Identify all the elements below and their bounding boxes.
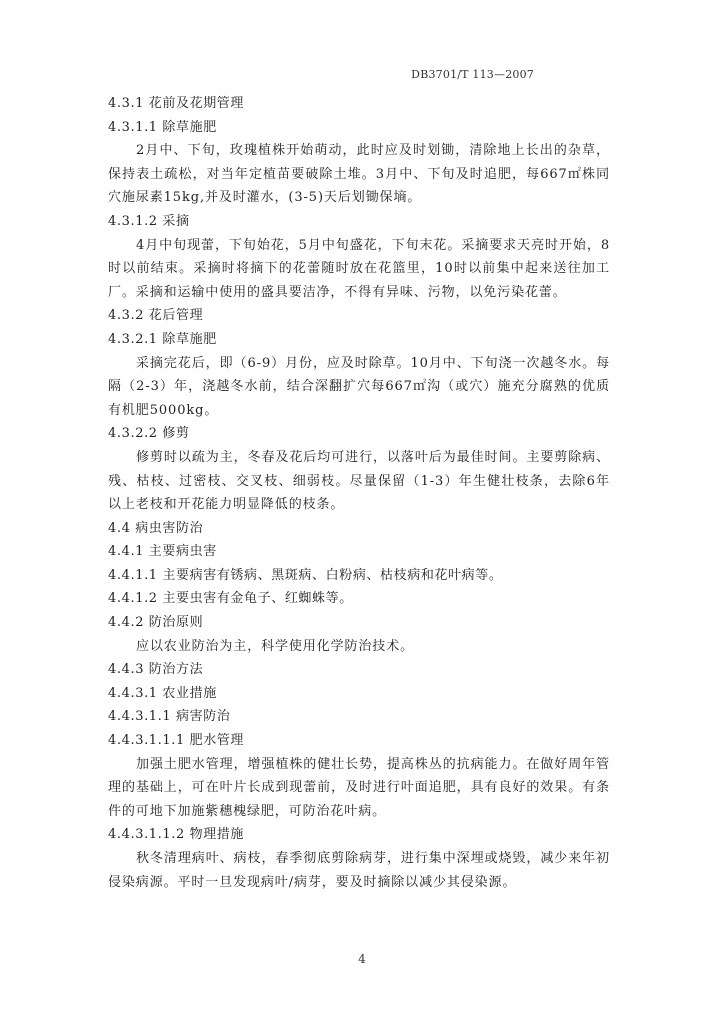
- section-heading-4-3-2: 4.3.2 花后管理: [108, 308, 204, 324]
- page-body: [108, 92, 610, 894]
- clause-4-4-1-1: 4.4.1.1 主要病害有锈病、黑斑病、白粉病、枯枝病和花叶病等。: [108, 567, 503, 583]
- section-heading-4-3-1-2: 4.3.1.2 采摘: [108, 213, 190, 229]
- page-number: 4: [358, 952, 366, 966]
- paragraph-physical-measures: 秋冬清理病叶、病枝，春季彻底剪除病芽，进行集中深埋或烧毁，减少来年初侵染病源。平时一旦发现病叶/病芽，要及时摘除以减少其侵染源。: [108, 851, 610, 890]
- paragraph-weeding-fertilizing-pre-bloom: 2月中、下旬，玫瑰植株开始萌动，此时应及时划锄，清除地上长出的杂草，保持表土疏松，对当年定植苗要破除土堆。3月中、下旬及时追肥，每667㎡株同穴施尿素15kg,并及时灌水，(3-5)天后划锄保墒。: [108, 143, 610, 206]
- section-heading-4-3-1-1: 4.3.1.1 除草施肥: [108, 119, 217, 135]
- paragraph-weeding-fertilizing-post-bloom: 采摘完花后，即（6-9）月份，应及时除草。10月中、下旬浇一次越冬水。每隔（2-3）年，浇越冬水前，结合深翻扩穴每667㎡沟（或穴）施充分腐熟的优质有机肥5000kg。: [108, 355, 610, 418]
- section-heading-4-4-3-1: 4.4.3.1 农业措施: [108, 685, 217, 701]
- paragraph-pruning: 修剪时以疏为主，冬春及花后均可进行，以落叶后为最佳时间。主要剪除病、残、枯枝、过密枝、交叉枝、细弱枝。尽量保留（1-3）年生健壮枝条，去除6年以上老枝和开花能力明显降低的枝条。: [108, 449, 610, 513]
- section-heading-4-4-3-1-1-1: 4.4.3.1.1.1 肥水管理: [108, 733, 245, 749]
- section-heading-4-4-3-1-1-2: 4.4.3.1.1.2 物理措施: [108, 827, 245, 843]
- paragraph-soil-water-management: 加强土肥水管理，增强植株的健壮长势，提高株丛的抗病能力。在做好周年管理的基础上，可在叶片长成到现蕾前，及时进行叶面追肥，具有良好的效果。有条件的可地下加施紫穗槐绿肥，可防治花叶病。: [108, 756, 610, 819]
- section-heading-4-4-3: 4.4.3 防治方法: [108, 662, 204, 678]
- paragraph-picking: 4月中旬现蕾，下旬始花，5月中旬盛花，下旬末花。采摘要求天亮时开始，8时以前结束。采摘时将摘下的花蕾随时放在花篮里，10时以前集中起来送往加工厂。采摘和运输中使用的盛具要洁净，不得有异味、污物，以免污染花蕾。: [108, 237, 610, 300]
- section-heading-4-3-2-1: 4.3.2.1 除草施肥: [108, 331, 217, 347]
- section-heading-4-4-2: 4.4.2 防治原则: [108, 615, 204, 631]
- section-heading-4-4-1: 4.4.1 主要病虫害: [108, 544, 217, 560]
- section-heading-4-4-3-1-1: 4.4.3.1.1 病害防治: [108, 709, 231, 725]
- document-code: DB3701/T 113—2007: [411, 68, 534, 81]
- paragraph-control-principle: 应以农业防治为主，科学使用化学防治技术。: [136, 638, 415, 654]
- section-heading-4-3-2-2: 4.3.2.2 修剪: [108, 426, 190, 442]
- section-heading-4-3-1: 4.3.1 花前及花期管理: [108, 96, 245, 111]
- section-heading-4-4: 4.4 病虫害防治: [108, 520, 204, 536]
- clause-4-4-1-2: 4.4.1.2 主要虫害有金龟子、红蜘蛛等。: [108, 591, 353, 607]
